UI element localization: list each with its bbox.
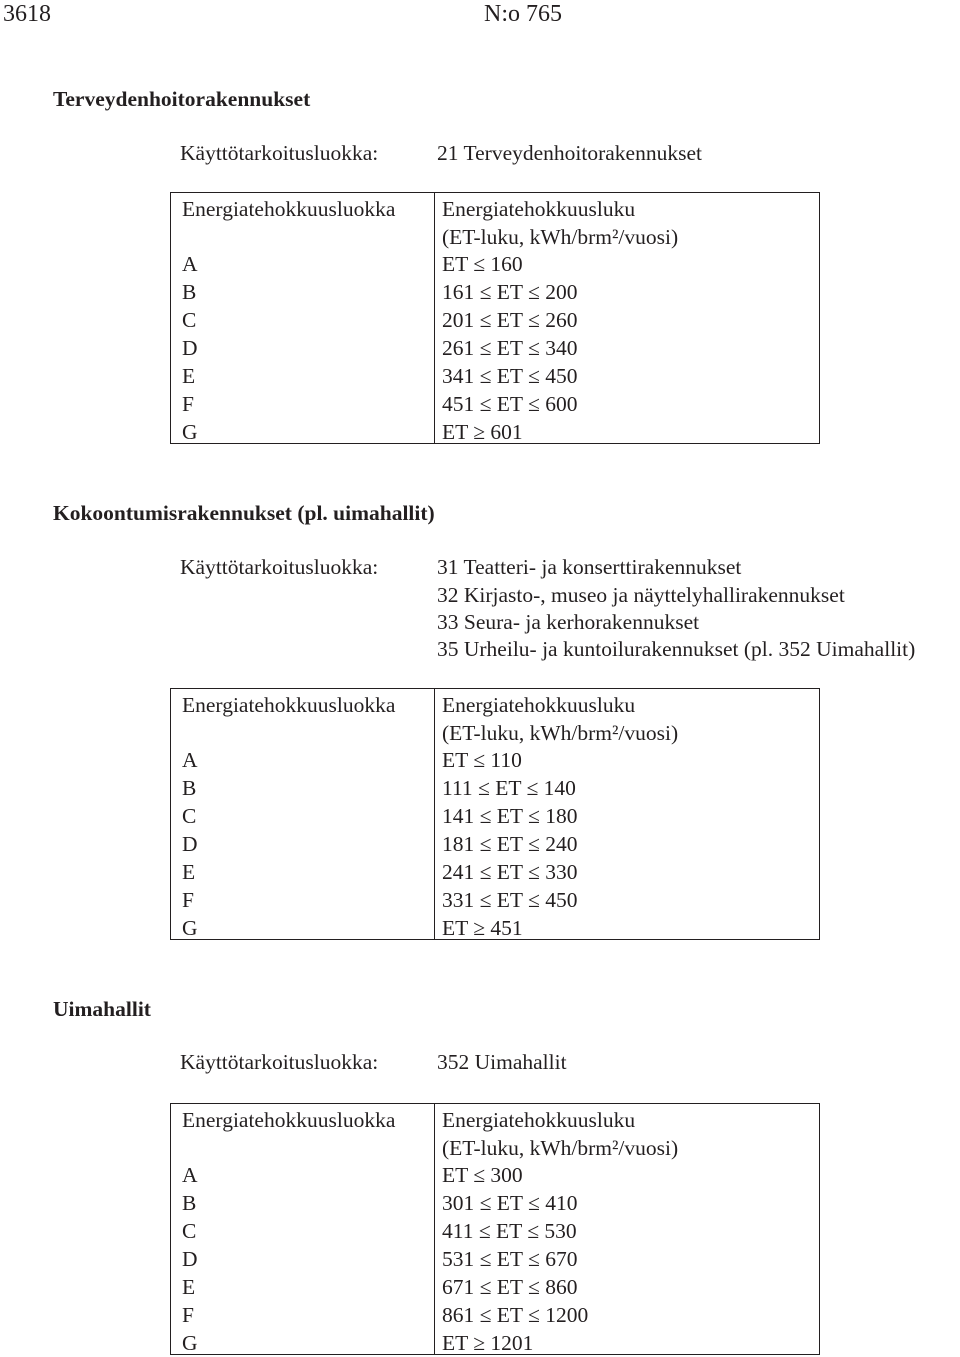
column-header-value: Energiatehokkuusluku [442, 1108, 636, 1132]
table-row [171, 334, 819, 362]
range-cell: 241 ≤ ET ≤ 330 [442, 860, 578, 884]
table-row [171, 1245, 819, 1273]
range-cell: 331 ≤ ET ≤ 450 [442, 888, 578, 912]
range-cell: ET ≥ 601 [442, 420, 523, 444]
page-number: 3618 [3, 1, 51, 27]
range-cell: ET ≥ 1201 [442, 1331, 534, 1355]
range-cell: 301 ≤ ET ≤ 410 [442, 1191, 578, 1215]
range-cell: 141 ≤ ET ≤ 180 [442, 804, 578, 828]
class-cell: C [182, 1219, 197, 1243]
range-cell: 451 ≤ ET ≤ 600 [442, 392, 578, 416]
usage-value: 352 Uimahallit [437, 1050, 567, 1074]
table-row [171, 418, 819, 446]
range-cell: 341 ≤ ET ≤ 450 [442, 364, 578, 388]
range-cell: 111 ≤ ET ≤ 140 [442, 776, 576, 800]
table-row [171, 886, 819, 914]
table-row [171, 774, 819, 802]
usage-value: 21 Terveydenhoitorakennukset [437, 141, 702, 165]
usage-label: Käyttötarkoitusluokka: [180, 555, 379, 579]
range-cell: 531 ≤ ET ≤ 670 [442, 1247, 578, 1271]
usage-value: 35 Urheilu- ja kuntoilurakennukset (pl. 352 Uimahallit) [437, 637, 916, 661]
range-cell: ET ≥ 451 [442, 916, 523, 940]
table-row [171, 390, 819, 418]
usage-value: 31 Teatteri- ja konserttirakennukset [437, 555, 742, 579]
section-heading: Kokoontumisrakennukset (pl. uimahallit) [53, 501, 435, 525]
table-row [171, 1301, 819, 1329]
range-cell: 261 ≤ ET ≤ 340 [442, 336, 578, 360]
usage-value: 33 Seura- ja kerhorakennukset [437, 610, 700, 634]
range-cell: ET ≤ 160 [442, 252, 523, 276]
class-cell: D [182, 1247, 198, 1271]
class-cell: E [182, 860, 196, 884]
range-cell: ET ≤ 110 [442, 748, 522, 772]
class-cell: C [182, 804, 197, 828]
range-cell: 181 ≤ ET ≤ 240 [442, 832, 578, 856]
table-row [171, 1189, 819, 1217]
range-cell: 411 ≤ ET ≤ 530 [442, 1219, 577, 1243]
class-cell: B [182, 280, 197, 304]
table-row [171, 1273, 819, 1301]
class-cell: D [182, 832, 198, 856]
class-cell: E [182, 1275, 196, 1299]
class-cell: F [182, 392, 194, 416]
class-cell: F [182, 1303, 194, 1327]
range-cell: 671 ≤ ET ≤ 860 [442, 1275, 578, 1299]
usage-value: 32 Kirjasto-, museo ja näyttelyhallirakennukset [437, 583, 845, 607]
class-cell: E [182, 364, 196, 388]
class-cell: B [182, 1191, 197, 1215]
issue-number: N:o 765 [484, 1, 562, 27]
column-header-unit: (ET-luku, kWh/brm²/vuosi) [442, 1136, 679, 1160]
table-row [171, 746, 819, 774]
class-cell: A [182, 252, 198, 276]
table-row [171, 1329, 819, 1357]
class-cell: G [182, 1331, 198, 1355]
table-row [171, 250, 819, 278]
usage-label: Käyttötarkoitusluokka: [180, 1050, 379, 1074]
table-row [171, 1217, 819, 1245]
table-row [171, 858, 819, 886]
class-cell: C [182, 308, 197, 332]
table-row [171, 306, 819, 334]
column-header-value: Energiatehokkuusluku [442, 693, 636, 717]
table-row [171, 830, 819, 858]
column-header-unit: (ET-luku, kWh/brm²/vuosi) [442, 721, 679, 745]
table-row [171, 1161, 819, 1189]
section-heading: Uimahallit [53, 997, 151, 1021]
class-cell: G [182, 916, 198, 940]
column-header-class: Energiatehokkuusluokka [182, 197, 396, 221]
column-header-class: Energiatehokkuusluokka [182, 1108, 396, 1132]
table-row [171, 914, 819, 942]
table-row [171, 278, 819, 306]
range-cell: 161 ≤ ET ≤ 200 [442, 280, 578, 304]
class-cell: G [182, 420, 198, 444]
section-heading: Terveydenhoitorakennukset [53, 87, 311, 111]
class-cell: A [182, 748, 198, 772]
column-header-unit: (ET-luku, kWh/brm²/vuosi) [442, 225, 679, 249]
class-cell: D [182, 336, 198, 360]
column-header-class: Energiatehokkuusluokka [182, 693, 396, 717]
range-cell: 201 ≤ ET ≤ 260 [442, 308, 578, 332]
table-row [171, 802, 819, 830]
class-cell: A [182, 1163, 198, 1187]
range-cell: ET ≤ 300 [442, 1163, 523, 1187]
energy-class-table [170, 688, 820, 940]
usage-label: Käyttötarkoitusluokka: [180, 141, 379, 165]
energy-class-table [170, 1103, 820, 1355]
energy-class-table [170, 192, 820, 444]
class-cell: F [182, 888, 194, 912]
range-cell: 861 ≤ ET ≤ 1200 [442, 1303, 589, 1327]
class-cell: B [182, 776, 197, 800]
column-header-value: Energiatehokkuusluku [442, 197, 636, 221]
table-row [171, 362, 819, 390]
